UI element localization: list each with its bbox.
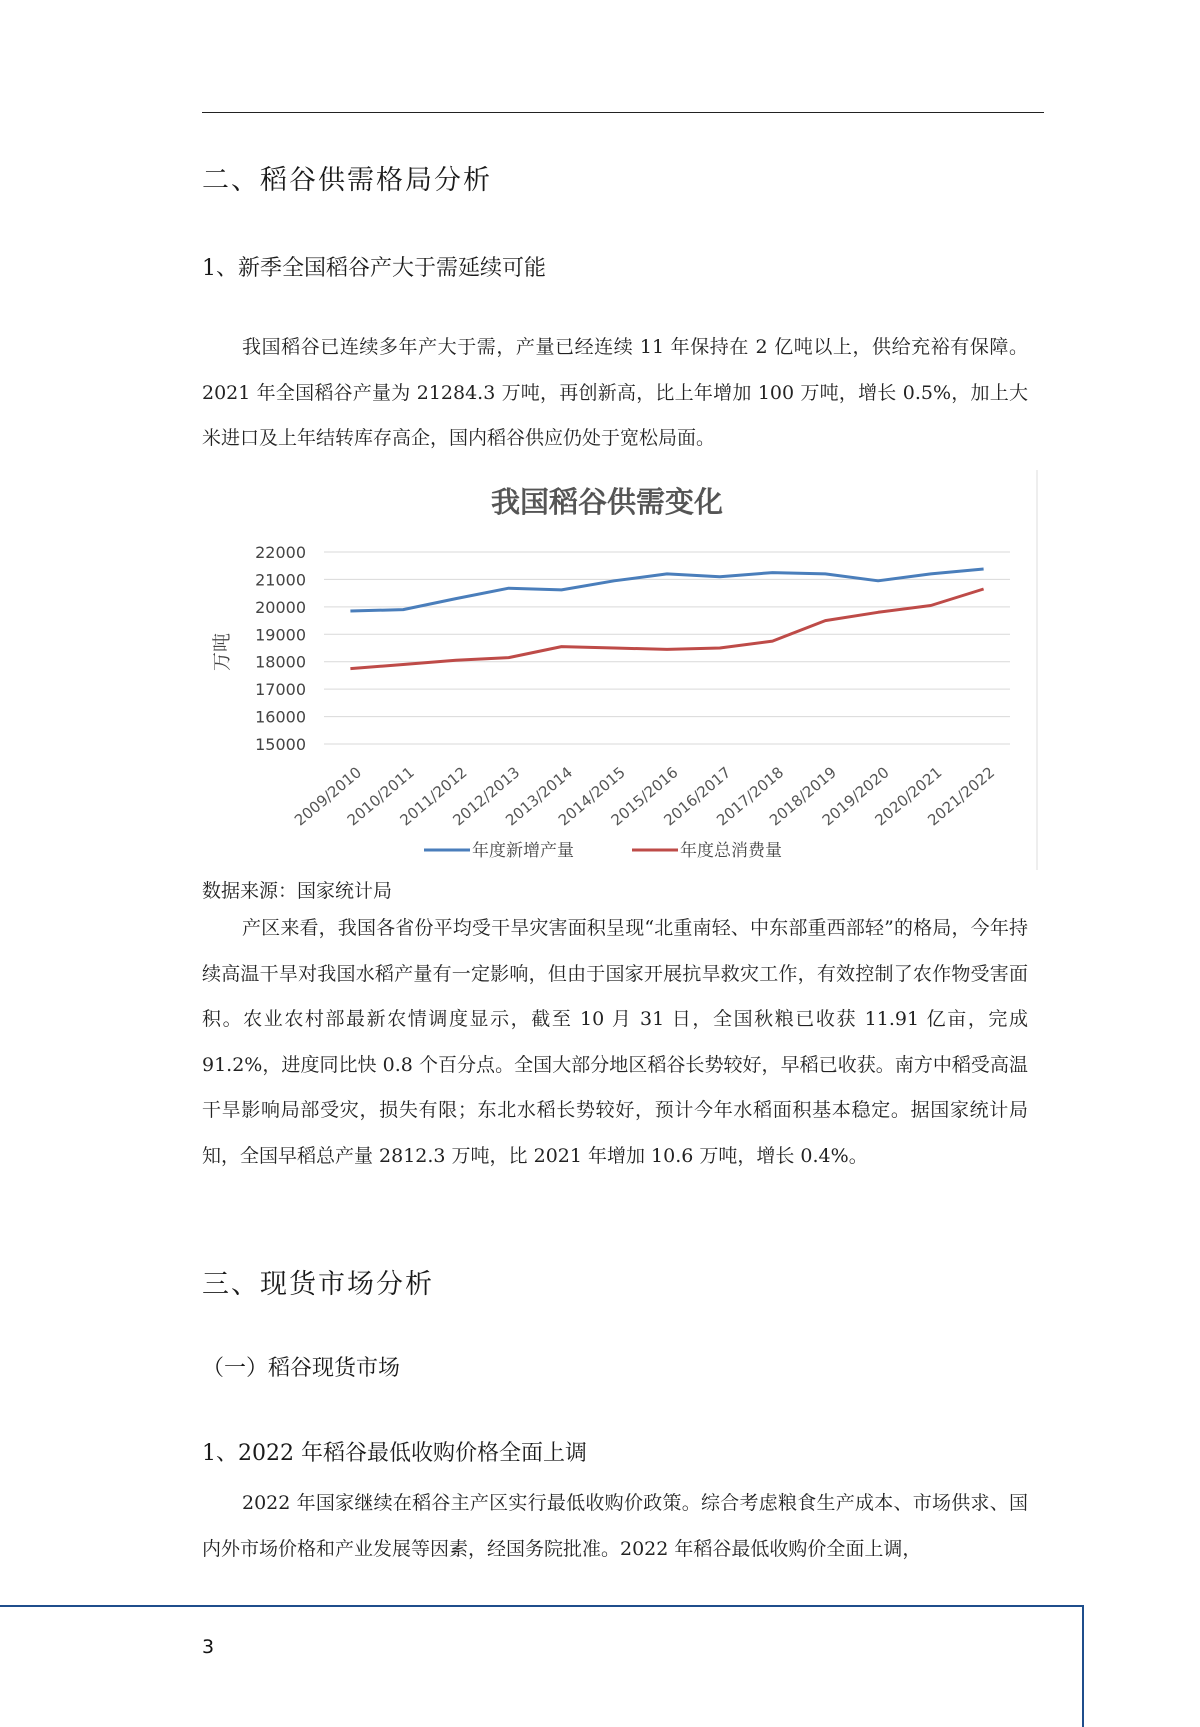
y-tick-label: 22000 — [255, 543, 306, 562]
supply-demand-chart — [202, 470, 1042, 870]
subheading-spot-market: （一）稻谷现货市场 — [202, 1356, 401, 1381]
legend-label: 年度总消费量 — [680, 841, 782, 861]
paragraph-min-price: 2022 年国家继续在稻谷主产区实行最低收购价政策。综合考虑粮食生产成本、市场供求、国内外市场价格和产业发展等因素，经国务院批准。2022 年稻谷最低收购价全面上调， — [202, 1492, 1028, 1560]
x-tick-label: 2019/2020 — [818, 763, 893, 830]
series-line-1 — [350, 569, 983, 611]
section-heading-2: 二、稻谷供需格局分析 — [202, 165, 492, 196]
x-tick-label: 2018/2019 — [765, 763, 840, 830]
chart-svg — [202, 470, 1042, 870]
y-tick-label: 20000 — [255, 597, 306, 617]
x-tick-label: 2017/2018 — [713, 763, 788, 830]
section-heading-3: 三、现货市场分析 — [202, 1269, 434, 1300]
y-tick-labels — [255, 543, 306, 754]
data-source: 数据来源：国家统计局 — [202, 880, 393, 902]
page-number: 3 — [202, 1636, 215, 1658]
x-tick-label: 2021/2022 — [924, 763, 999, 830]
header-rule — [202, 112, 1044, 113]
x-tick-labels — [291, 763, 998, 829]
x-tick-label: 2010/2011 — [343, 763, 418, 830]
chart-title: 我国稻谷供需变化 — [490, 485, 724, 519]
x-tick-label: 2014/2015 — [554, 763, 629, 830]
subheading-supply-demand: 1、新季全国稻谷产大于需延续可能 — [202, 256, 546, 281]
x-tick-label: 2009/2010 — [291, 763, 365, 830]
data-series — [350, 569, 983, 669]
subheading-min-price: 1、2022 年稻谷最低收购价格全面上调 — [202, 1441, 587, 1466]
x-tick-label: 2016/2017 — [660, 763, 735, 830]
y-tick-label: 21000 — [255, 570, 306, 590]
x-tick-label: 2012/2013 — [449, 763, 524, 830]
y-axis-label: 万吨 — [211, 632, 233, 672]
x-tick-label: 2013/2014 — [502, 763, 577, 830]
y-tick-label: 15000 — [255, 735, 306, 754]
x-tick-label: 2020/2021 — [871, 763, 946, 830]
y-tick-label: 19000 — [255, 625, 306, 645]
paragraph-supply: 我国稻谷已连续多年产大于需，产量已经连续 11 年保持在 2 亿吨以上，供给充裕有保障。2021 年全国稻谷产量为 21284.3 万吨，再创新高，比上年增加 100 万吨，增长 0.5%，加上大米进口及上年结转库存高企，国内稻谷供应仍处于宽松局面。 — [202, 336, 1028, 449]
legend-label: 年度新增产量 — [472, 841, 574, 861]
y-tick-label: 18000 — [255, 652, 306, 672]
footer-frame — [0, 1605, 1084, 1727]
y-tick-label: 17000 — [255, 680, 306, 700]
legend — [424, 840, 782, 861]
x-tick-label: 2011/2012 — [396, 763, 471, 830]
x-tick-label: 2015/2016 — [607, 763, 682, 830]
paragraph-production: 产区来看，我国各省份平均受干旱灾害面积呈现“北重南轻、中东部重西部轻”的格局，今年持续高温干旱对我国水稻产量有一定影响，但由于国家开展抗旱救灾工作，有效控制了农作物受害面积。农业农村部最新农情调度显示，截至 10 月 31 日，全国秋粮已收获 11.91 亿亩，完成 91.2%，进度同比快 0.8 个百分点。全国大部分地区稻谷长势较好，早稻已收获。南方中稻受高温干旱影响局部受灾，损失有限；东北水稻长势较好，预计今年水稻面积基本稳定。据国家统计局知，全国早稻总产量 2812.3 万吨，比 2021 年增加 10.6 万吨，增长 0.4%。 — [202, 917, 1028, 1167]
y-tick-label: 16000 — [255, 707, 306, 727]
